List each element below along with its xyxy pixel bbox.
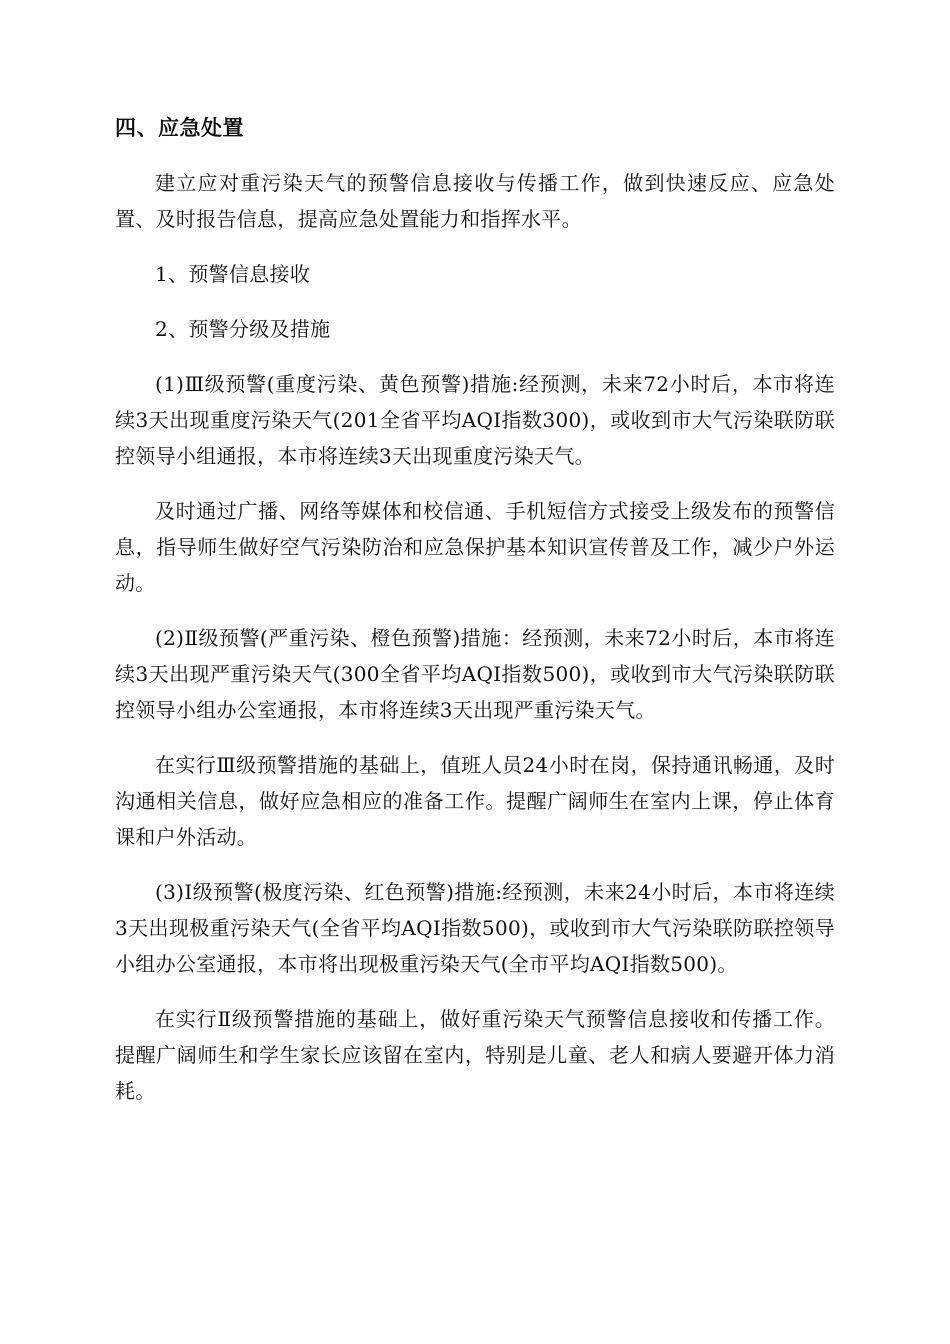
document-content [115,110,835,1128]
paragraph-item-2: 2、预警分级及措施 [155,317,331,341]
paragraph-level-3-measures: 及时通过广播、网络等媒体和校信通、手机短信方式接受上级发布的预警信息，指导师生做好空气污染防治和应急保护基本知识宣传普及工作，减少户外运动。 [115,499,835,595]
paragraph-intro: 建立应对重污染天气的预警信息接收与传播工作，做到快速反应、应急处置、及时报告信息，提高应急处置能力和指挥水平。 [115,171,835,231]
paragraph-level-2-measures: 在实行Ⅲ级预警措施的基础上，值班人员24小时在岗，保持通讯畅通，及时沟通相关信息，做好应急相应的准备工作。提醒广阔师生在室内上课，停止体育课和户外活动。 [115,753,835,849]
paragraph-level-1: (3)Ⅰ级预警(极度污染、红色预警)措施:经预测，未来24小时后，本市将连续3天出现极重污染天气(全省平均AQI指数500)，或收到市大气污染联防联控领导小组办公室通报，本市将出现极重污染天气(全市平均AQI指数500)。 [115,880,835,976]
section-heading: 四、应急处置 [115,116,244,140]
paragraph-level-3: (1)Ⅲ级预警(重度污染、黄色预警)措施:经预测，未来72小时后，本市将连续3天出现重度污染天气(201全省平均AQI指数300)，或收到市大气污染联防联控领导小组通报，本市将连续3天出现重度污染天气。 [115,372,835,468]
paragraph-level-1-measures: 在实行Ⅱ级预警措施的基础上，做好重污染天气预警信息接收和传播工作。提醒广阔师生和学生家长应该留在室内，特别是儿童、老人和病人要避开体力消耗。 [115,1007,835,1103]
paragraph-item-1: 1、预警信息接收 [155,262,311,286]
paragraph-level-2: (2)Ⅱ级预警(严重污染、橙色预警)措施：经预测，未来72小时后，本市将连续3天出现严重污染天气(300全省平均AQI指数500)，或收到市大气污染联防联控领导小组办公室通报，本市将连续3天出现严重污染天气。 [115,626,835,722]
